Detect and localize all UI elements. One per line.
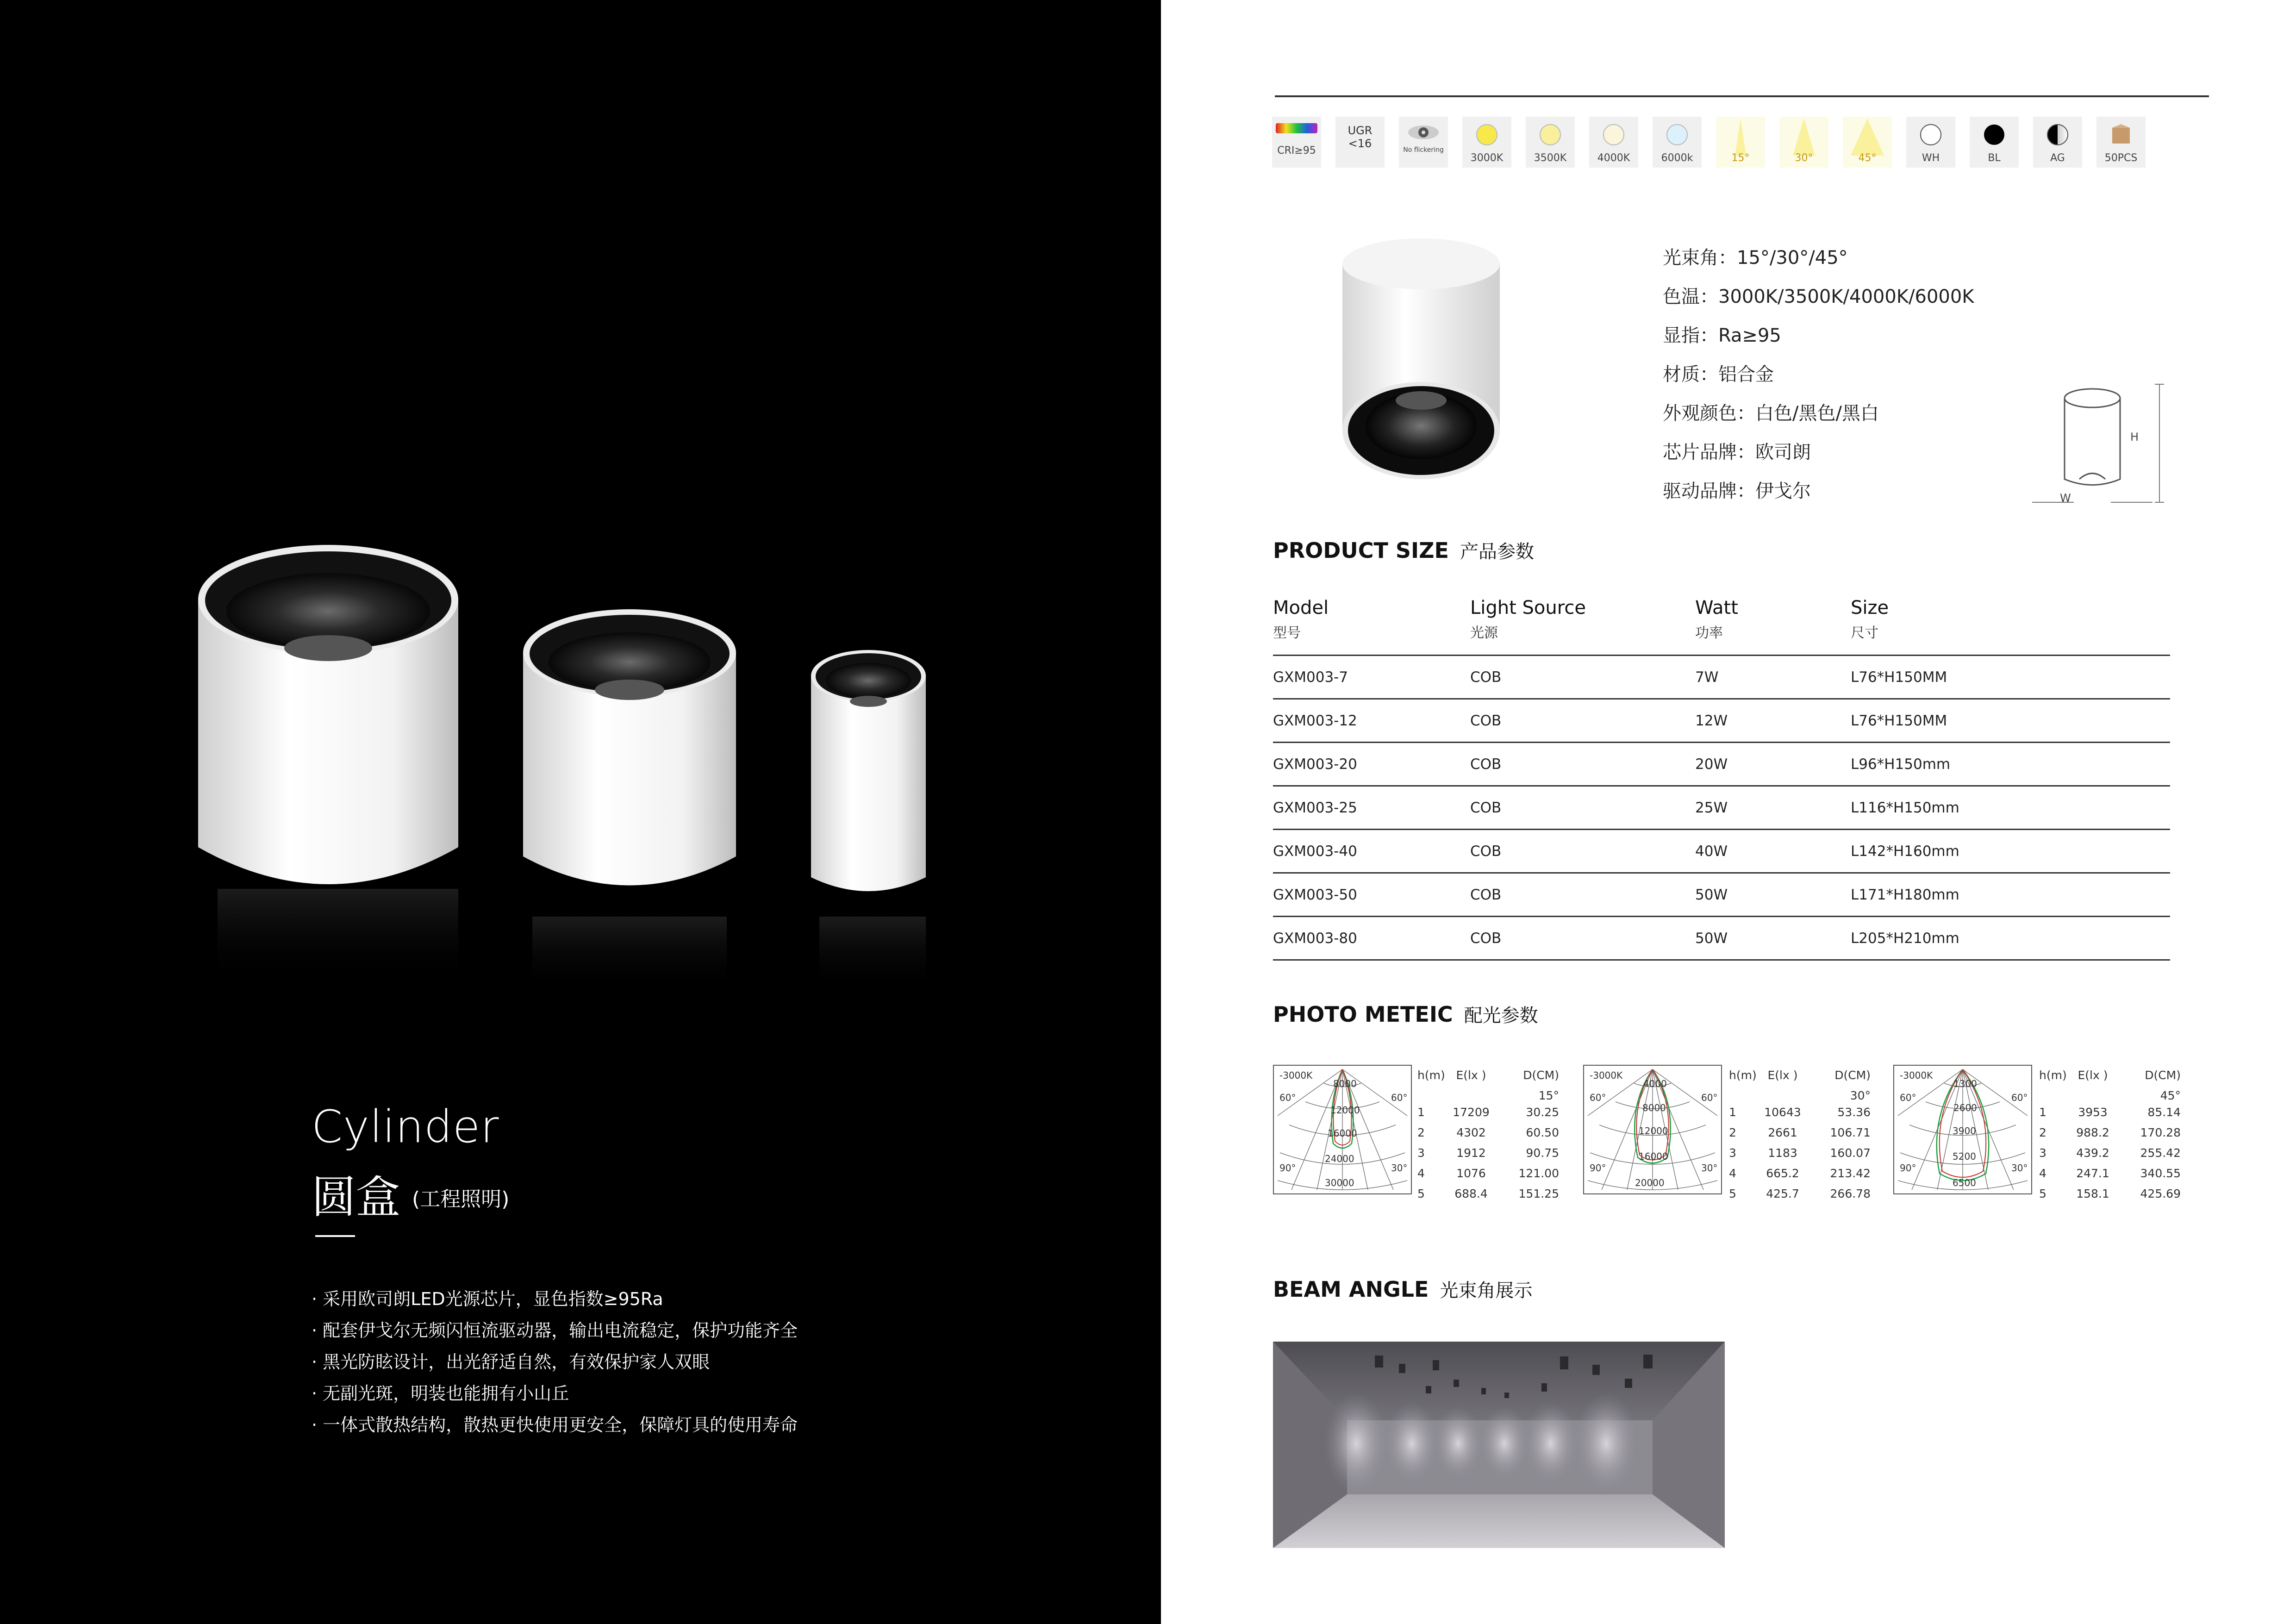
polar-label: 20000 xyxy=(1635,1177,1665,1188)
cell-light-source: COB xyxy=(1470,800,1502,816)
table-row xyxy=(1273,743,2170,787)
no-flickering-icon xyxy=(1399,117,1448,168)
polar-label: 16000 xyxy=(1328,1128,1357,1139)
finish-label: BL xyxy=(1988,152,2001,164)
photometric-header-row xyxy=(1417,1068,1559,1089)
cell-watt: 50W xyxy=(1695,930,1728,947)
product-title-cn-sub: (工程照明) xyxy=(412,1187,510,1211)
cell-size: L76*H150MM xyxy=(1851,712,1947,729)
cell-size: L116*H150mm xyxy=(1851,800,1959,816)
photometric-row: 3 1912 90.75 xyxy=(1417,1146,1559,1160)
color-temp-6000k-icon xyxy=(1653,117,1702,168)
cell-watt: 20W xyxy=(1695,756,1728,773)
cell-model: GXM003-25 xyxy=(1273,800,1357,816)
top-rule xyxy=(1275,95,2209,97)
header-d: D(CM) xyxy=(1834,1068,1871,1082)
polar-label: 24000 xyxy=(1325,1153,1354,1164)
photo-metric-title-cn: 配光参数 xyxy=(1464,1005,1538,1026)
cell-model: GXM003-20 xyxy=(1273,756,1357,773)
header-e: E(lx ) xyxy=(2078,1068,2108,1082)
cell-watt: 40W xyxy=(1695,843,1728,860)
cylinder-large xyxy=(198,545,458,981)
product-title: Cylinder xyxy=(312,1101,499,1153)
photometric-table-45 xyxy=(2039,1068,2181,1207)
feature-item: · 采用欧司朗LED光源芯片，显色指数≥95Ra xyxy=(312,1289,663,1309)
photometric-row: 2 4302 60.50 xyxy=(1417,1126,1559,1139)
polar-label: 90° xyxy=(1279,1162,1296,1174)
feature-list xyxy=(312,1283,960,1441)
photometric-row: 3 439.2 255.42 xyxy=(2039,1146,2181,1160)
table-row xyxy=(1273,874,2170,917)
color-temp-label: 6000k xyxy=(1661,152,1693,164)
column-header-watt: Watt 功率 xyxy=(1695,597,1738,641)
color-temp-label: 3000K xyxy=(1470,152,1504,164)
cell-light-source: COB xyxy=(1470,669,1502,686)
header-d: D(CM) xyxy=(2145,1068,2181,1082)
product-size-title-cn: 产品参数 xyxy=(1460,541,1534,562)
cell-model: GXM003-7 xyxy=(1273,669,1348,686)
cell-watt: 7W xyxy=(1695,669,1719,686)
cell-model: GXM003-80 xyxy=(1273,930,1357,947)
photometric-row: 2 988.2 170.28 xyxy=(2039,1126,2181,1139)
beam-angle-label: 30° xyxy=(1795,152,1813,164)
cell-size: L205*H210mm xyxy=(1851,930,1959,947)
photo-metric-title: PHOTO METEIC xyxy=(1273,1002,1453,1027)
finish-label: WH xyxy=(1922,152,1940,164)
title-divider xyxy=(315,1235,355,1237)
polar-label: -3000K xyxy=(1279,1070,1313,1081)
table-header xyxy=(1273,594,2170,656)
spec-driver-brand: 驱动品牌：伊戈尔 xyxy=(1663,481,1811,502)
cri-label: CRI≥95 xyxy=(1277,145,1316,156)
cell-model: GXM003-12 xyxy=(1273,712,1357,729)
polar-label: 60° xyxy=(1279,1092,1296,1103)
color-temp-label: 4000K xyxy=(1597,152,1630,164)
product-size-table xyxy=(1273,594,2170,961)
beam-30-icon xyxy=(1779,117,1828,168)
black-finish-icon xyxy=(1970,117,2019,168)
cri-icon xyxy=(1272,117,1321,168)
ugr-label: UGR <16 xyxy=(1348,124,1373,150)
cell-size: L76*H150MM xyxy=(1851,669,1947,686)
photometric-table-15 xyxy=(1417,1068,1559,1207)
no-flickering-label: No flickering xyxy=(1403,146,1444,154)
table-row xyxy=(1273,700,2170,743)
photometric-row: 4 247.1 340.55 xyxy=(2039,1167,2181,1180)
cell-size: L171*H180mm xyxy=(1851,887,1959,903)
feature-item: · 一体式散热结构，散热更快使用更安全，保障灯具的使用寿命 xyxy=(312,1415,798,1435)
feature-item: · 无副光斑，明装也能拥有小山丘 xyxy=(312,1383,569,1404)
photometric-row: 1 17209 30.25 xyxy=(1417,1106,1559,1119)
photometric-row: 4 665.2 213.42 xyxy=(1729,1167,1871,1180)
cylinder-medium xyxy=(523,609,736,991)
beam-angle-title: BEAM ANGLE xyxy=(1273,1277,1429,1302)
photometric-row: 2 2661 106.71 xyxy=(1729,1126,1871,1139)
table-row xyxy=(1273,787,2170,830)
aluminium-gray-finish-icon xyxy=(2033,117,2082,168)
package-box-icon xyxy=(2096,117,2146,168)
polar-label: 30000 xyxy=(1325,1177,1354,1188)
header-e: E(lx ) xyxy=(1767,1068,1798,1082)
white-finish-icon xyxy=(1906,117,1955,168)
polar-label: -3000K xyxy=(1590,1070,1623,1081)
header-h: h(m) xyxy=(2039,1068,2067,1082)
beam-angle-label: 45° xyxy=(1858,152,1877,164)
polar-label: 5200 xyxy=(1953,1151,1976,1162)
cell-light-source: COB xyxy=(1470,756,1502,773)
cell-watt: 25W xyxy=(1695,800,1728,816)
cell-model: GXM003-50 xyxy=(1273,887,1357,903)
dimension-w-label: W xyxy=(2060,492,2071,505)
polar-label: 6500 xyxy=(1953,1177,1976,1188)
dimension-h-label: H xyxy=(2130,431,2139,443)
package-label: 50PCS xyxy=(2104,152,2138,164)
spec-color-temp: 色温：3000K/3500K/4000K/6000K xyxy=(1663,286,1974,307)
polar-label: 16000 xyxy=(1639,1151,1668,1162)
photometric-row: 4 1076 121.00 xyxy=(1417,1167,1559,1180)
polar-label: 60° xyxy=(1701,1092,1718,1103)
product-title-cn: 圆盒 xyxy=(312,1171,400,1223)
spec-chip-brand: 芯片品牌：欧司朗 xyxy=(1663,442,1811,463)
beam-angle-value: 45° xyxy=(2160,1089,2181,1102)
polar-diagram-15 xyxy=(1273,1065,1412,1194)
feature-icon-row xyxy=(1272,117,2160,169)
photometric-row: 5 425.7 266.78 xyxy=(1729,1187,1871,1200)
ugr-icon xyxy=(1335,117,1385,168)
polar-diagram-30 xyxy=(1583,1065,1722,1194)
beam-angle-value: 30° xyxy=(1850,1089,1871,1102)
polar-label: 8000 xyxy=(1333,1078,1357,1089)
polar-label: 30° xyxy=(1701,1162,1718,1174)
polar-label: 2600 xyxy=(1953,1102,1977,1113)
color-temp-3500k-icon xyxy=(1526,117,1575,168)
header-h: h(m) xyxy=(1417,1068,1445,1082)
photometric-row: 5 158.1 425.69 xyxy=(2039,1187,2181,1200)
polar-label: 4000 xyxy=(1643,1078,1667,1089)
product-size-heading xyxy=(1273,537,1534,563)
column-header-size: Size 尺寸 xyxy=(1851,597,1889,641)
beam-15-icon xyxy=(1716,117,1765,168)
polar-label: 1300 xyxy=(1953,1078,1977,1089)
header-d: D(CM) xyxy=(1523,1068,1559,1082)
feature-item: · 配套伊戈尔无频闪恒流驱动器，输出电流稳定，保护功能齐全 xyxy=(312,1320,798,1341)
dimension-drawing xyxy=(2028,380,2166,514)
photometric-row: 1 3953 85.14 xyxy=(2039,1106,2181,1119)
column-header-model: Model 型号 xyxy=(1273,597,1329,641)
polar-label: 12000 xyxy=(1330,1105,1360,1116)
table-row xyxy=(1273,830,2170,874)
finish-label: AG xyxy=(2050,152,2065,164)
polar-label: 90° xyxy=(1590,1162,1606,1174)
photometric-row: 5 688.4 151.25 xyxy=(1417,1187,1559,1200)
cell-light-source: COB xyxy=(1470,930,1502,947)
header-h: h(m) xyxy=(1729,1068,1757,1082)
beam-angle-title-cn: 光束角展示 xyxy=(1440,1280,1533,1301)
spec-cri: 显指：Ra≥95 xyxy=(1663,325,1781,346)
polar-label: 30° xyxy=(2011,1162,2028,1174)
cell-watt: 12W xyxy=(1695,712,1728,729)
beam-angle-heading xyxy=(1273,1276,1532,1302)
beam-angle-room-render xyxy=(1273,1342,1725,1548)
table-row xyxy=(1273,656,2170,700)
spec-finish-colors: 外观颜色：白色/黑色/黑白 xyxy=(1663,403,1879,424)
photo-metric-heading xyxy=(1273,1001,1538,1027)
cell-size: L142*H160mm xyxy=(1851,843,1959,860)
cell-size: L96*H150mm xyxy=(1851,756,1951,773)
photometric-row: 3 1183 160.07 xyxy=(1729,1146,1871,1160)
polar-label: 30° xyxy=(1391,1162,1408,1174)
product-single-photo xyxy=(1329,231,1523,491)
polar-label: 12000 xyxy=(1639,1125,1668,1137)
polar-label: 60° xyxy=(1590,1092,1606,1103)
color-temp-3000k-icon xyxy=(1462,117,1511,168)
photometric-header-row xyxy=(2039,1068,2181,1089)
table-row xyxy=(1273,917,2170,961)
color-temp-label: 3500K xyxy=(1534,152,1567,164)
spec-material: 材质：铝合金 xyxy=(1663,364,1774,385)
cell-light-source: COB xyxy=(1470,712,1502,729)
header-e: E(lx ) xyxy=(1456,1068,1486,1082)
polar-label: 60° xyxy=(2011,1092,2028,1103)
feature-item: · 黑光防眩设计，出光舒适自然，有效保护家人双眼 xyxy=(312,1352,710,1372)
cell-light-source: COB xyxy=(1470,843,1502,860)
cell-light-source: COB xyxy=(1470,887,1502,903)
color-temp-4000k-icon xyxy=(1589,117,1638,168)
beam-angle-label: 15° xyxy=(1731,152,1750,164)
spec-beam-angle: 光束角：15°/30°/45° xyxy=(1663,247,1848,269)
photometric-row: 1 10643 53.36 xyxy=(1729,1106,1871,1119)
column-header-light-source: Light Source 光源 xyxy=(1470,597,1586,641)
polar-label: 3900 xyxy=(1953,1125,1976,1137)
polar-label: 60° xyxy=(1900,1092,1916,1103)
polar-label: 8000 xyxy=(1642,1102,1666,1113)
photometric-header-row xyxy=(1729,1068,1871,1089)
beam-45-icon xyxy=(1843,117,1892,168)
polar-label: -3000K xyxy=(1900,1070,1933,1081)
product-size-title: PRODUCT SIZE xyxy=(1273,538,1449,563)
polar-label: 90° xyxy=(1900,1162,1916,1174)
beam-angle-value: 15° xyxy=(1538,1089,1559,1102)
cell-model: GXM003-40 xyxy=(1273,843,1357,860)
photometric-table-30 xyxy=(1729,1068,1871,1207)
polar-label: 60° xyxy=(1391,1092,1408,1103)
cell-watt: 50W xyxy=(1695,887,1728,903)
cylinder-small xyxy=(811,650,926,991)
polar-diagram-45 xyxy=(1893,1065,2032,1194)
